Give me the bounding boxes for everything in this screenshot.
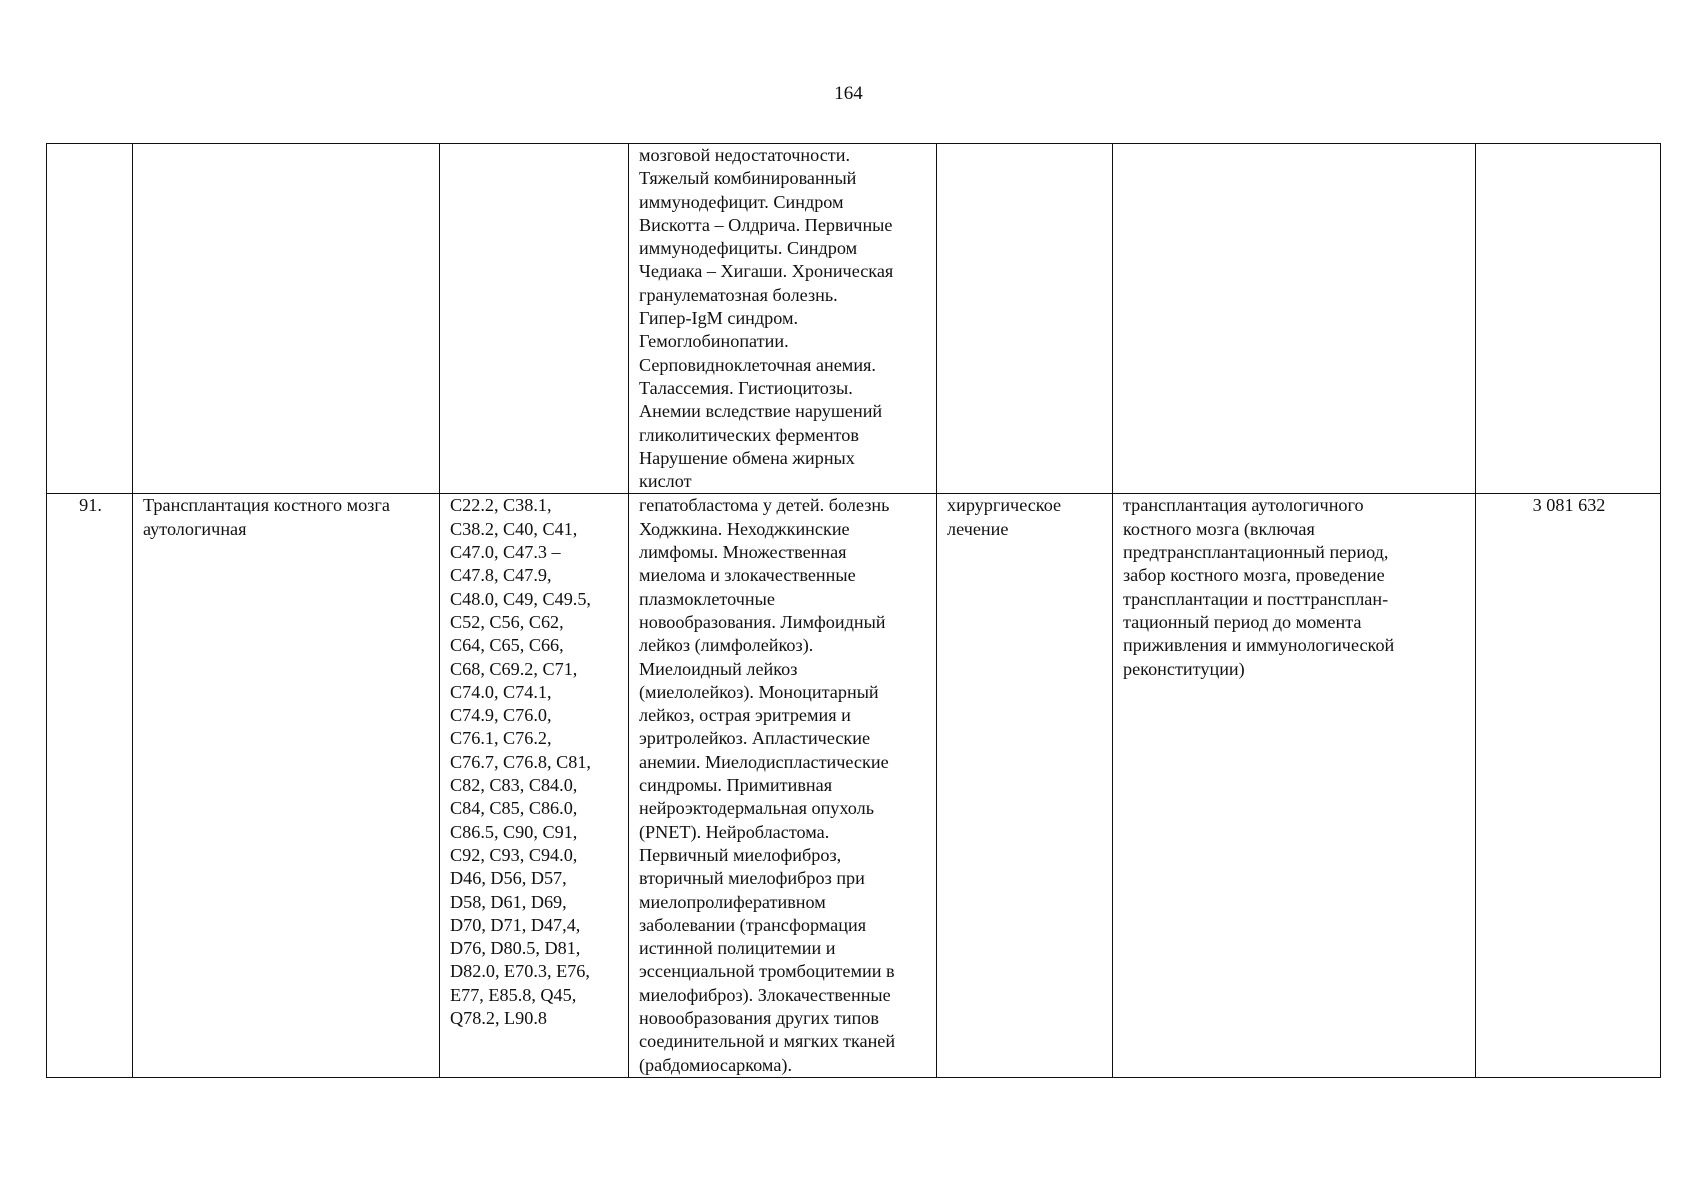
treatment-method-cell: трансплантация аутологичного костного мозга (включая предтрансплантационный период, забор костного мозга, проведение трансплантации и посттрансплан- тационный период до момента приживления и иммунологической реконституции): [1113, 494, 1476, 1077]
page-number: 164: [834, 83, 863, 104]
row-number-cell: 91.: [47, 494, 133, 1077]
price-cell: [1476, 144, 1661, 494]
treatment-type-cell: [937, 144, 1113, 494]
treatment-type-cell: хирургическое лечение: [937, 494, 1113, 1077]
table-row: [47, 144, 1661, 494]
row-number-cell: [47, 144, 133, 494]
table-row: [47, 494, 1661, 1077]
icd-codes-cell: C22.2, C38.1, C38.2, C40, C41, C47.0, C47.3 – C47.8, C47.9, C48.0, C49, C49.5, C52, C56, C62, C64, C65, C66, C68, C69.2, C71, C74.0, C74.1, C74.9, C76.0, C76.1, C76.2, C76.7, C76.8, C81, C82, C83, C84.0, C84, C85, C86.0, C86.5, C90, C91, C92, C93, C94.0, D46, D56, D57, D58, D61, D69, D70, D71, D47,4, D76, D80.5, D81, D82.0, E70.3, E76, E77, E85.8, Q45, Q78.2, L90.8: [440, 494, 629, 1077]
diseases-cell: мозговой недостаточности. Тяжелый комбинированный иммунодефицит. Синдром Вискотта – Олдрича. Первичные иммунодефициты. Синдром Чедиака – Хигаши. Хроническая гранулематозная болезнь. Гипер-IgM синдром. Гемоглобинопатии. Серповидноклеточная анемия. Талассемия. Гистиоцитозы. Анемии вследствие нарушений гликолитических ферментов Нарушение обмена жирных кислот: [629, 144, 937, 494]
icd-codes-cell: [440, 144, 629, 494]
diseases-cell: гепатобластома у детей. болезнь Ходжкина. Неходжкинские лимфомы. Множественная миелома и злокачественные плазмоклеточные новообразования. Лимфоидный лейкоз (лимфолейкоз). Миелоидный лейкоз (миелолейкоз). Моноцитарный лейкоз, острая эритремия и эритролейкоз. Апластические анемии. Миелодиспластические синдромы. Примитивная нейроэктодермальная опухоль (PNET). Нейробластома. Первичный миелофиброз, вторичный миелофиброз при миелопролиферативном заболевании (трансформация истинной полицитемии и эссенциальной тромбоцитемии в миелофиброз). Злокачественные новообразования других типов соединительной и мягких тканей (рабдомиосаркома).: [629, 494, 937, 1077]
price-cell: 3 081 632: [1476, 494, 1661, 1077]
medical-care-table: [46, 143, 1661, 1078]
treatment-method-cell: [1113, 144, 1476, 494]
care-type-cell: [133, 144, 440, 494]
care-type-cell: Трансплантация костного мозга аутологичная: [133, 494, 440, 1077]
